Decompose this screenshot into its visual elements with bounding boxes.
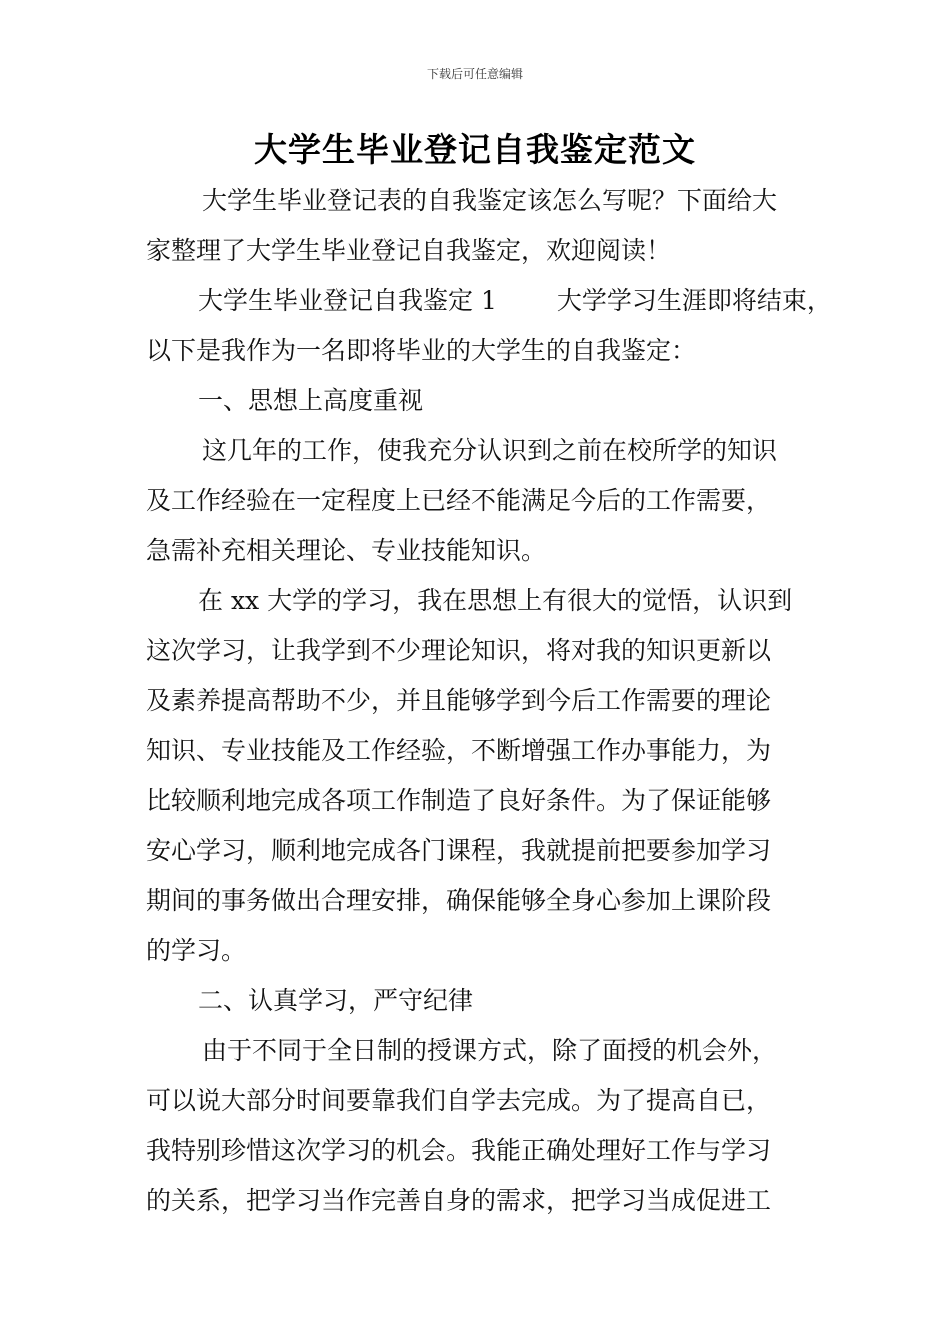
text-line: 急需补充相关理论、专业技能知识。 bbox=[146, 536, 547, 565]
text-line: 可以说大部分时间要靠我们自学去完成。为了提高自已， bbox=[146, 1086, 772, 1115]
text-line: 安心学习，顺利地完成各门课程，我就提前把要参加学习 bbox=[146, 836, 772, 865]
text-line: 这几年的工作，使我充分认识到之前在校所学的知识 bbox=[202, 436, 778, 465]
text-line: 比较顺利地完成各项工作制造了良好条件。为了保证能够 bbox=[146, 786, 772, 815]
text-line: 家整理了大学生毕业登记自我鉴定，欢迎阅读！ bbox=[146, 236, 672, 265]
text-line: 的关系，把学习当作完善自身的需求，把学习当成促进工 bbox=[146, 1186, 772, 1215]
section-label: 大学生毕业登记自我鉴定 1 bbox=[198, 286, 497, 315]
text-line: 大学学习生涯即将结束， bbox=[556, 286, 832, 315]
paragraph-1 bbox=[146, 276, 832, 376]
document-title: 大学生毕业登记自我鉴定范文 bbox=[254, 130, 696, 169]
text-line: 的学习。 bbox=[146, 936, 247, 965]
text-line: 在 xx 大学的学习，我在思想上有很大的觉悟，认识到 bbox=[198, 586, 793, 615]
document-body bbox=[146, 176, 832, 1226]
paragraph-3 bbox=[146, 576, 826, 976]
heading-2 bbox=[146, 976, 826, 1026]
text-line: 这次学习，让我学到不少理论知识，将对我的知识更新以 bbox=[146, 636, 772, 665]
text-line: 期间的事务做出合理安排，确保能够全身心参加上课阶段 bbox=[146, 886, 772, 915]
paragraph-4 bbox=[146, 1026, 826, 1226]
paragraph-intro bbox=[146, 176, 826, 276]
section-heading: 一、思想上高度重视 bbox=[198, 386, 424, 415]
heading-1 bbox=[146, 376, 826, 426]
paragraph-2 bbox=[146, 426, 826, 576]
section-heading: 二、认真学习，严守纪律 bbox=[198, 986, 474, 1015]
text-line: 大学生毕业登记表的自我鉴定该怎么写呢？下面给大 bbox=[202, 186, 778, 215]
header-note: 下载后可任意编辑 bbox=[426, 67, 523, 81]
text-line: 由于不同于全日制的授课方式，除了面授的机会外， bbox=[202, 1036, 778, 1065]
text-line: 我特别珍惜这次学习的机会。我能正确处理好工作与学习 bbox=[146, 1136, 772, 1165]
text-line: 及素养提高帮助不少，并且能够学到今后工作需要的理论 bbox=[146, 686, 772, 715]
text-line: 知识、专业技能及工作经验，不断增强工作办事能力，为 bbox=[146, 736, 772, 765]
text-line: 及工作经验在一定程度上已经不能满足今后的工作需要， bbox=[146, 486, 772, 515]
text-line: 以下是我作为一名即将毕业的大学生的自我鉴定： bbox=[146, 336, 697, 365]
